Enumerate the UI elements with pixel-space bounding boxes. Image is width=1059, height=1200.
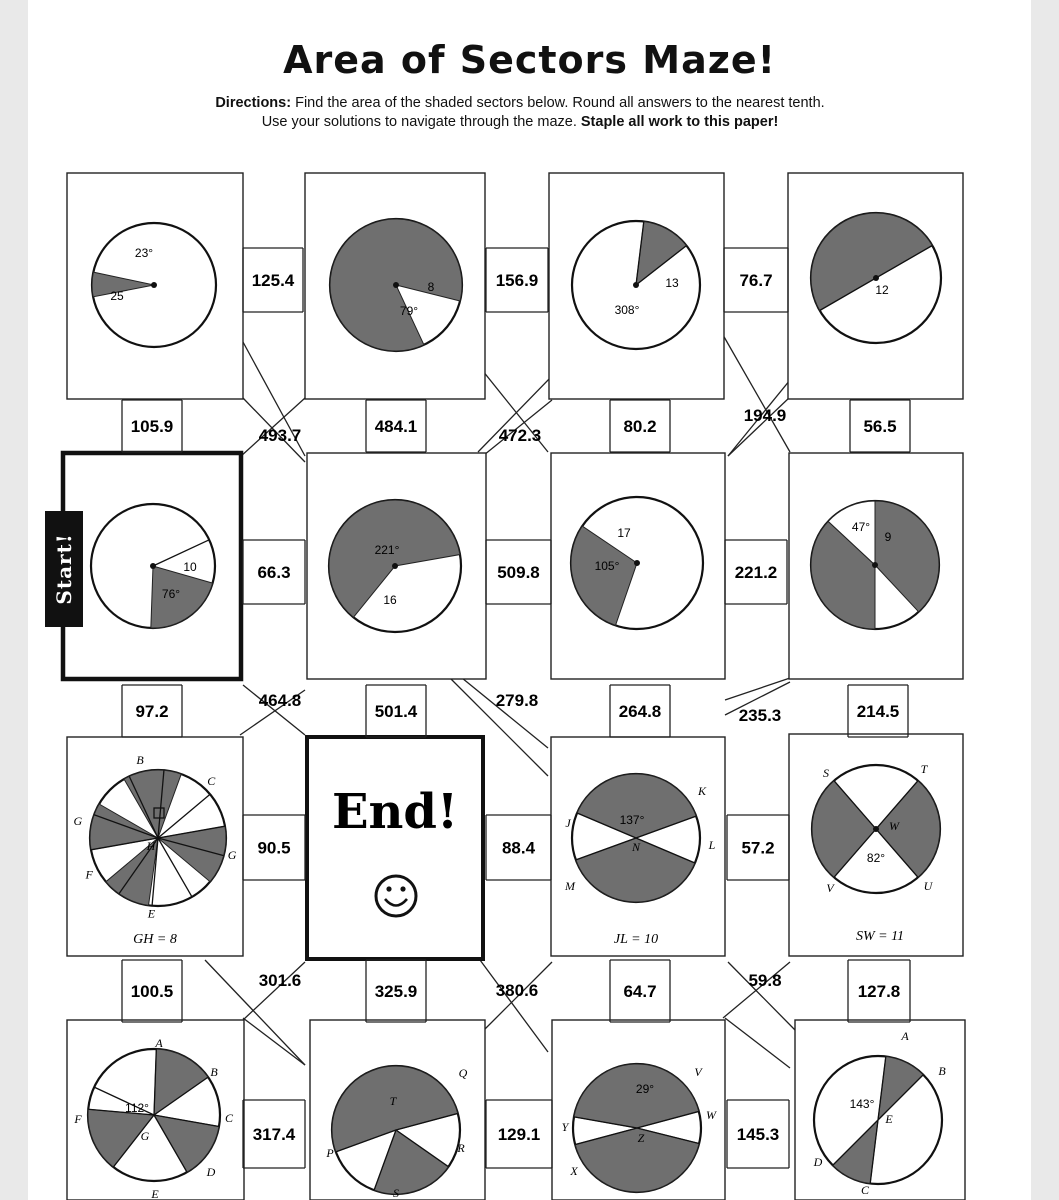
figure-label: 76° [161, 587, 181, 601]
answer-value: 380.6 [495, 981, 539, 1000]
point-label: A [155, 1036, 163, 1050]
point-label: D [813, 1155, 823, 1169]
answer-value: 145.3 [736, 1125, 780, 1144]
point-label: A [901, 1029, 909, 1043]
figure-label: 17 [617, 526, 631, 540]
figure-caption: GH = 8 [133, 932, 177, 947]
answer-value: 105.9 [130, 417, 174, 436]
figure-308-degree-sector [572, 221, 700, 349]
figure-label: 25 [110, 289, 124, 303]
figure-label: 13 [665, 276, 679, 290]
center-dot [393, 282, 399, 288]
figure-23-degree-sector [92, 223, 216, 347]
answer-value: 127.8 [857, 982, 901, 1001]
point-label: B [210, 1065, 218, 1079]
figure-label: 143° [849, 1097, 875, 1111]
smiley-face-outline [376, 876, 416, 916]
answer-value: 301.6 [258, 971, 302, 990]
start-label: Start! [52, 533, 76, 605]
connector-line [725, 678, 790, 700]
point-label: C [860, 1183, 870, 1197]
point-label: Y [561, 1120, 569, 1134]
point-label: G [227, 848, 237, 863]
answer-value: 88.4 [501, 838, 536, 858]
point-label: T [389, 1094, 397, 1108]
answer-value: 56.5 [863, 417, 897, 436]
point-label: B [938, 1064, 946, 1078]
answer-value: 501.4 [374, 702, 418, 721]
page-title: Area of Sectors Maze! [283, 38, 776, 82]
point-label: P [326, 1146, 334, 1160]
point-label: H [146, 839, 156, 853]
figure-label: 105° [594, 559, 620, 573]
point-label: K [697, 784, 707, 798]
connector-line [243, 1018, 305, 1065]
answer-value: 97.2 [135, 702, 169, 721]
point-label: E [147, 906, 156, 921]
figure-label: 8 [427, 280, 435, 294]
figure-76-degree-sector [91, 504, 215, 628]
answer-value: 484.1 [374, 417, 418, 436]
point-label: G [140, 1129, 150, 1143]
answer-value: 464.8 [258, 691, 302, 710]
start-tab [45, 511, 83, 627]
center-dot [392, 563, 398, 569]
figure-label: 23° [134, 246, 154, 260]
center-dot [873, 826, 879, 832]
answer-value: 509.8 [497, 563, 540, 582]
figure-47-degree-sector [811, 501, 939, 629]
point-label: M [565, 879, 575, 893]
point-label: E [151, 1187, 159, 1200]
connector-line [723, 335, 790, 452]
point-label: F [85, 867, 93, 882]
figure-label: 12 [875, 283, 889, 297]
directions-label: Directions: [215, 95, 292, 111]
point-label: T [920, 762, 928, 776]
answer-value: 156.9 [495, 271, 539, 290]
connector-line [725, 1018, 790, 1068]
figure-label: 112° [125, 1101, 149, 1115]
point-label: U [923, 879, 933, 893]
center-dot [151, 282, 157, 288]
figure-label: 221° [374, 543, 400, 557]
point-label: B [136, 753, 144, 768]
point-label: W [706, 1108, 716, 1122]
point-label: Q [458, 1066, 468, 1080]
directions-text-2: Use your solutions to navigate through the maze. [261, 114, 577, 130]
answer-value: 493.7 [258, 426, 302, 445]
figure-label: 29° [635, 1082, 655, 1096]
answer-value: 279.8 [495, 691, 539, 710]
figure-label: 82° [866, 851, 886, 865]
answer-value: 76.7 [739, 271, 773, 290]
point-label: V [826, 881, 834, 895]
directions-staple-note: Staple all work to this paper! [580, 114, 779, 130]
answer-value: 80.2 [623, 417, 657, 436]
point-label: X [570, 1164, 578, 1178]
answer-value: 129.1 [497, 1125, 541, 1144]
answer-value: 264.8 [618, 702, 662, 721]
directions-text-1: Find the area of the shaded sectors below. Round all answers to the nearest tenth. [295, 95, 825, 111]
point-label: R [457, 1141, 465, 1155]
figure-caption: SW = 11 [855, 929, 905, 944]
point-label: C [224, 1111, 234, 1125]
smiley-face-icon [376, 876, 416, 916]
figure-221-degree-sector [329, 500, 461, 632]
point-label: D [206, 1165, 216, 1179]
figure-label: 16 [383, 593, 397, 607]
point-label: V [694, 1065, 702, 1079]
answer-value: 325.9 [374, 982, 418, 1001]
answer-value: 59.8 [748, 971, 782, 990]
point-label: C [207, 773, 216, 788]
answer-value: 472.3 [498, 426, 542, 445]
figure-105-degree-sector [571, 497, 703, 629]
smiley-eye [400, 886, 405, 891]
figure-label: 47° [851, 520, 871, 534]
center-dot [633, 282, 639, 288]
point-label: G [73, 813, 83, 828]
answer-value: 125.4 [251, 271, 295, 290]
point-label: L [708, 838, 716, 852]
point-label: J [565, 816, 571, 830]
answer-value: 221.2 [734, 563, 778, 582]
answer-value: 100.5 [130, 982, 174, 1001]
center-dot [150, 563, 156, 569]
figure-caption: JL = 10 [613, 932, 659, 947]
figure-half-circle [811, 213, 941, 343]
connector-line [480, 960, 548, 1052]
point-label: F [74, 1112, 82, 1126]
figure-label: 308° [614, 303, 640, 317]
figure-79-degree-sector [330, 219, 462, 351]
point-label: E [885, 1112, 893, 1126]
point-label: N [631, 840, 641, 854]
center-dot [634, 560, 640, 566]
answer-value: 57.2 [741, 838, 775, 858]
point-label: S [393, 1186, 399, 1200]
answer-value: 90.5 [257, 838, 291, 858]
answer-value: 194.9 [743, 406, 787, 425]
answer-value: 214.5 [856, 702, 900, 721]
answer-value: 66.3 [257, 563, 291, 582]
answer-value: 317.4 [252, 1125, 296, 1144]
center-dot [872, 562, 878, 568]
figure-label: 9 [884, 530, 892, 544]
point-label: W [889, 819, 899, 833]
answer-value: 64.7 [623, 982, 657, 1001]
answer-value: 235.3 [738, 706, 782, 725]
figure-label: 10 [183, 560, 197, 574]
point-label: Z [637, 1131, 645, 1145]
figure-label: 137° [619, 813, 645, 827]
point-label: S [823, 766, 829, 780]
end-box [307, 737, 483, 959]
smiley-eye [386, 886, 391, 891]
figure-label: 79° [399, 304, 419, 318]
end-label: End! [331, 784, 459, 840]
